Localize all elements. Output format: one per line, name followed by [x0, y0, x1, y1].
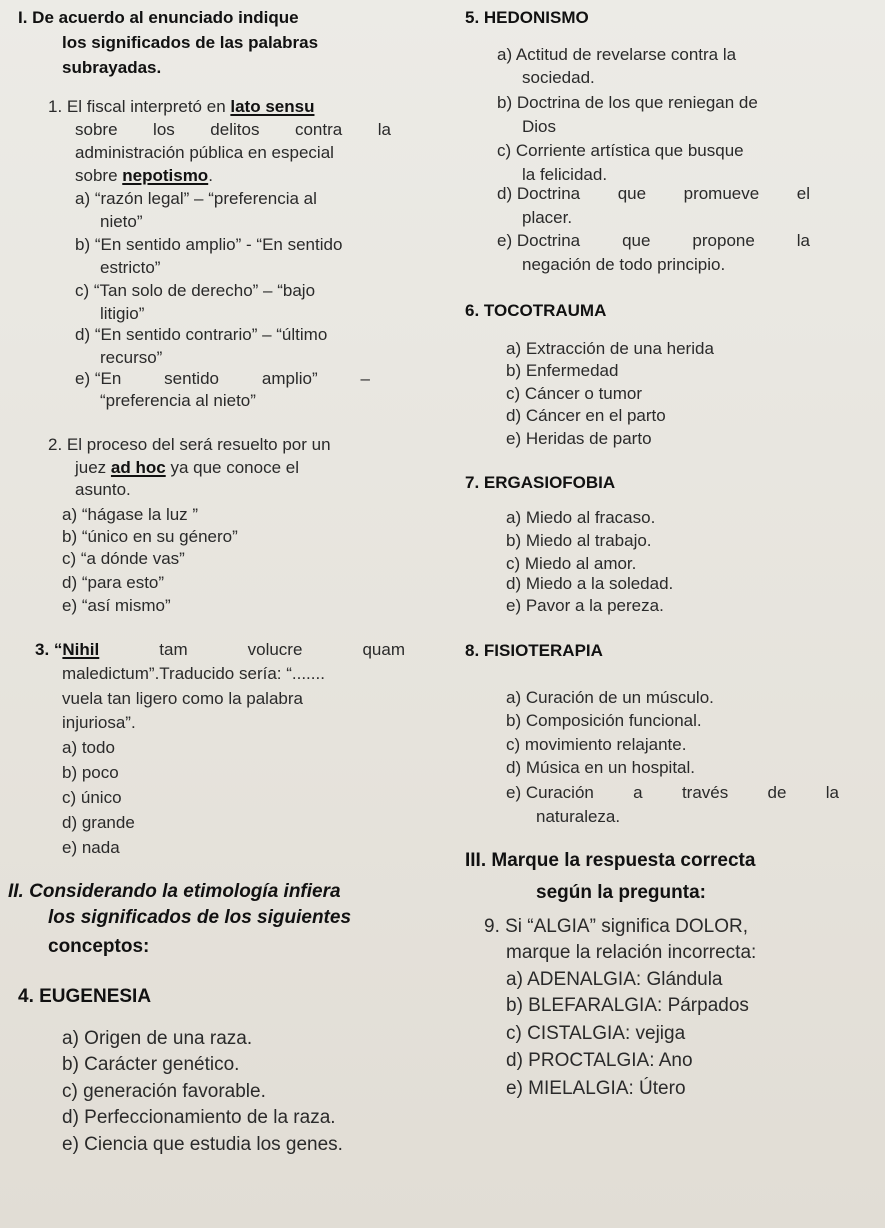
- q1-option-a-line-1: a) “razón legal” – “preferencia al: [75, 189, 317, 208]
- q1-stem-line-3: administración pública en especial: [75, 143, 334, 162]
- q5-option-c-line-2: la felicidad.: [522, 165, 608, 184]
- q7-option-a: a) Miedo al fracaso.: [506, 508, 656, 527]
- q5-option-a-line-2: sociedad.: [522, 68, 595, 87]
- q1-option-b-line-2: estricto”: [100, 258, 161, 277]
- q2-option-d: d) “para esto”: [62, 573, 165, 592]
- q9-stem-line-2: marque la relación incorrecta:: [506, 942, 757, 963]
- q8-option-b: b) Composición funcional.: [506, 711, 702, 730]
- q8-option-e-line-2: naturaleza.: [536, 807, 621, 826]
- q5-title: 5. HEDONISMO: [465, 8, 589, 27]
- section-1-title-line-2: los significados de las palabras: [62, 33, 319, 52]
- q7-option-d: d) Miedo a la soledad.: [506, 574, 674, 593]
- q7-option-e: e) Pavor a la pereza.: [506, 596, 664, 615]
- q5-option-d-line-1: d) Doctrina que promueve el: [497, 184, 810, 203]
- q3-option-a: a) todo: [62, 738, 115, 757]
- q3-option-d: d) grande: [62, 813, 135, 832]
- q3-option-e: e) nada: [62, 838, 120, 857]
- q4-option-e: e) Ciencia que estudia los genes.: [62, 1134, 343, 1155]
- q6-option-c: c) Cáncer o tumor: [506, 384, 643, 403]
- q9-option-d: d) PROCTALGIA: Ano: [506, 1050, 693, 1071]
- q1-stem-line-1: 1. El fiscal interpretó en lato sensu: [48, 97, 315, 116]
- q5-option-b-line-1: b) Doctrina de los que reniegan de: [497, 93, 758, 112]
- q4-option-b: b) Carácter genético.: [62, 1054, 240, 1075]
- section-1-title-line-1: I. De acuerdo al enunciado indique: [18, 8, 299, 27]
- q2-option-b: b) “único en su género”: [62, 527, 238, 546]
- q3-stem-line-4: injuriosa”.: [62, 713, 136, 732]
- q2-stem-line-3: asunto.: [75, 480, 131, 499]
- q7-option-c: c) Miedo al amor.: [506, 554, 637, 573]
- underlined-term-lato-sensu: lato sensu: [230, 97, 315, 116]
- q8-option-e-line-1: e) Curación a través de la: [506, 783, 839, 802]
- q7-option-b: b) Miedo al trabajo.: [506, 531, 652, 550]
- section-2-title-line-2: los significados de los siguientes: [48, 907, 352, 928]
- q2-stem-line-1: 2. El proceso del será resuelto por un: [48, 435, 331, 454]
- q2-option-c: c) “a dónde vas”: [62, 549, 185, 568]
- q1-option-c-line-2: litigio”: [100, 304, 145, 323]
- q9-option-c: c) CISTALGIA: vejiga: [506, 1023, 686, 1044]
- underlined-term-ad-hoc: ad hoc: [110, 458, 166, 477]
- q8-option-d: d) Música en un hospital.: [506, 758, 695, 777]
- section-2-title-line-3: conceptos:: [48, 936, 150, 957]
- section-3-title-line-1: III. Marque la respuesta correcta: [465, 850, 756, 871]
- q9-stem-line-1: 9. Si “ALGIA” significa DOLOR,: [484, 916, 748, 937]
- underlined-term-nihil: Nihil: [62, 640, 100, 659]
- q3-option-b: b) poco: [62, 763, 119, 782]
- q2-option-e: e) “así mismo”: [62, 596, 171, 615]
- q5-option-e-line-2: negación de todo principio.: [522, 255, 726, 274]
- q6-option-d: d) Cáncer en el parto: [506, 406, 666, 425]
- q9-option-a: a) ADENALGIA: Glándula: [506, 969, 723, 990]
- q1-option-e-line-1: e) “En sentido amplio” –: [75, 369, 370, 388]
- q5-option-c-line-1: c) Corriente artística que busque: [497, 141, 744, 160]
- q4-option-a: a) Origen de una raza.: [62, 1028, 253, 1049]
- q1-option-c-line-1: c) “Tan solo de derecho” – “bajo: [75, 281, 316, 300]
- q6-option-e: e) Heridas de parto: [506, 429, 652, 448]
- q7-title: 7. ERGASIOFOBIA: [465, 473, 616, 492]
- q1-option-e-line-2: “preferencia al nieto”: [100, 391, 256, 410]
- q1-option-b-line-1: b) “En sentido amplio” - “En sentido: [75, 235, 343, 254]
- q3-stem-line-3: vuela tan ligero como la palabra: [62, 689, 303, 708]
- q6-title: 6. TOCOTRAUMA: [465, 301, 607, 320]
- q2-stem-line-2: juez ad hoc ya que conoce el: [75, 458, 299, 477]
- q8-title: 8. FISIOTERAPIA: [465, 641, 603, 660]
- q1-option-a-line-2: nieto”: [100, 212, 143, 231]
- q4-option-d: d) Perfeccionamiento de la raza.: [62, 1107, 336, 1128]
- q3-option-c: c) único: [62, 788, 122, 807]
- q6-option-a: a) Extracción de una herida: [506, 339, 714, 358]
- q8-option-c: c) movimiento relajante.: [506, 735, 687, 754]
- q5-option-a-line-1: a) Actitud de revelarse contra la: [497, 45, 737, 64]
- section-3-title-line-2: según la pregunta:: [536, 882, 706, 903]
- q3-stem-line-1: 3. “Nihil tam volucre quam: [35, 640, 405, 659]
- q2-option-a: a) “hágase la luz ”: [62, 505, 199, 524]
- q4-title: 4. EUGENESIA: [18, 986, 152, 1007]
- underlined-term-nepotismo: nepotismo: [122, 166, 209, 185]
- section-2-title-line-1: II. Considerando la etimología infiera: [8, 881, 341, 902]
- q1-option-d-line-2: recurso”: [100, 348, 163, 367]
- q8-option-a: a) Curación de un músculo.: [506, 688, 714, 707]
- q5-option-d-line-2: placer.: [522, 208, 573, 227]
- q4-option-c: c) generación favorable.: [62, 1081, 266, 1102]
- q9-option-b: b) BLEFARALGIA: Párpados: [506, 995, 749, 1016]
- q1-stem-line-4: sobre nepotismo.: [75, 166, 213, 185]
- q6-option-b: b) Enfermedad: [506, 361, 619, 380]
- section-1-title-line-3: subrayadas.: [62, 58, 162, 77]
- q9-option-e: e) MIELALGIA: Útero: [506, 1078, 686, 1099]
- q5-option-b-line-2: Dios: [522, 117, 557, 136]
- q1-stem-line-2: sobre los delitos contra la: [75, 120, 391, 139]
- q1-option-d-line-1: d) “En sentido contrario” – “último: [75, 325, 328, 344]
- q5-option-e-line-1: e) Doctrina que propone la: [497, 231, 810, 250]
- q3-stem-line-2: maledictum”.Traducido sería: “.......: [62, 664, 325, 683]
